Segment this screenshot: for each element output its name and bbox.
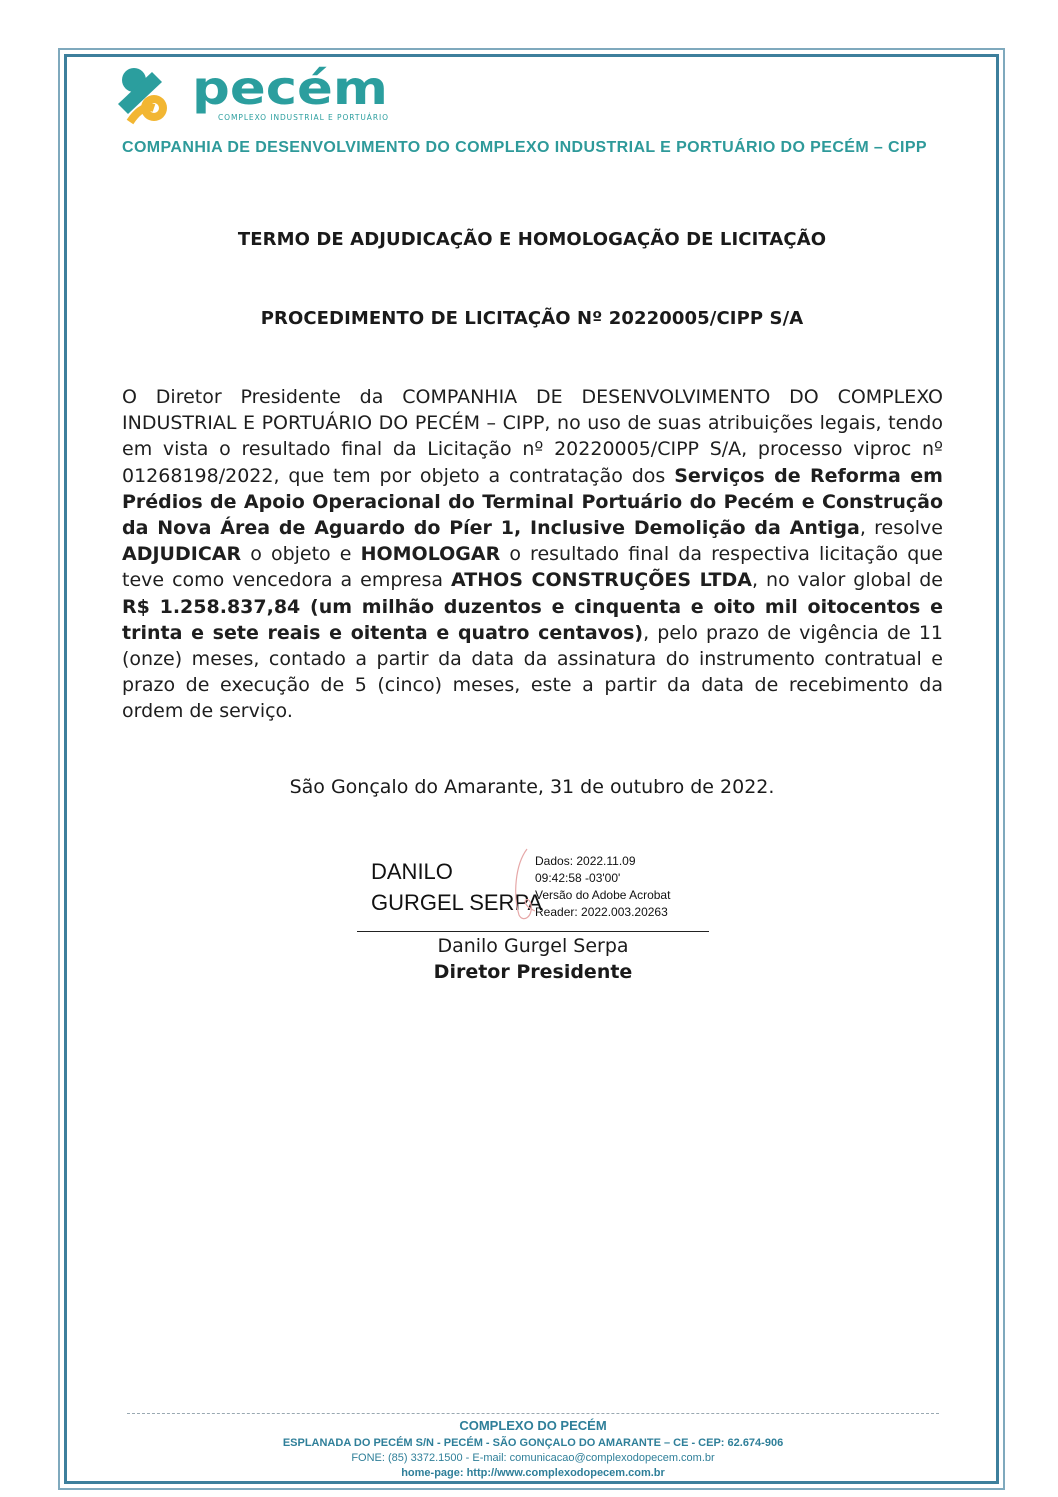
body-text-2: , resolve (859, 517, 943, 540)
logo-tagline: COMPLEXO INDUSTRIAL E PORTUÁRIO (218, 113, 388, 122)
footer-title: COMPLEXO DO PECÉM (459, 1418, 607, 1433)
body-value: R$ 1.258.837,84 (um milhão duzentos e cinquenta e oito mil oitocentos e trinta e sete reais e oitenta e quatro centavos) (122, 595, 943, 644)
digital-signature-metadata (535, 853, 670, 921)
pecem-logo (112, 64, 402, 128)
digital-signature-name-line1: DANILO (371, 859, 453, 884)
signature-line (357, 931, 709, 932)
signature-meta-version: Reader: 2022.003.20263 (535, 905, 668, 919)
procedure-number: PROCEDIMENTO DE LICITAÇÃO Nº 20220005/CIPP S/A (260, 308, 804, 329)
signature-meta-date: Dados: 2022.11.09 (535, 854, 636, 868)
signer-name: Danilo Gurgel Serpa (437, 935, 629, 957)
body-text-4: o resultado final da respectiva licitação que teve como vencedora a empresa (122, 543, 943, 592)
footer (127, 1417, 939, 1481)
body-text-6: , pelo prazo de vigência de 11 (onze) meses, contado a partir da data da assinatura do instrumento contratual e prazo de execução de 5 (cinco) meses, este a partir da data de recebimento da ordem de serviço. (122, 621, 943, 723)
body-adjudicar: ADJUDICAR (122, 543, 242, 566)
signer-role: Diretor Presidente (433, 961, 633, 983)
body-company: ATHOS CONSTRUÇÕES LTDA (451, 569, 752, 592)
logo-wordmark: pecém (192, 64, 388, 115)
body-text-3: o objeto e (241, 543, 361, 566)
footer-divider (127, 1413, 939, 1414)
footer-address: ESPLANADA DO PECÉM S/N - PECÉM - SÃO GONÇALO DO AMARANTE – CE - CEP: 62.674-906 (282, 1437, 784, 1449)
body-homologar: HOMOLOGAR (360, 543, 501, 566)
digital-signature-name-line2: GURGEL SERPA (371, 890, 543, 915)
footer-homepage: home-page: http://www.complexodopecem.com.br (401, 1467, 665, 1479)
document-body (122, 384, 943, 725)
signature-meta-app: Versão do Adobe Acrobat (535, 888, 671, 902)
page-border-inner (64, 54, 999, 1484)
place-date: São Gonçalo do Amarante, 31 de outubro de 2022. (289, 776, 775, 798)
body-object: Serviços de Reforma em Prédios de Apoio Operacional do Terminal Portuário do Pecém e Construção da Nova Área de Aguardo do Píer 1, Inclusive Demolição da Antiga (122, 464, 943, 540)
body-text-1: O Diretor Presidente da COMPANHIA DE DESENVOLVIMENTO DO COMPLEXO INDUSTRIAL E PORTUÁRIO DO PECÉM – CIPP, no uso de suas atribuições legais, tendo em vista o resultado final da Licitação nº 20220005/CIPP S/A, processo viproc nº 01268198/2022, que tem por objeto a contratação dos (122, 386, 943, 487)
document-title: TERMO DE ADJUDICAÇÃO E HOMOLOGAÇÃO DE LICITAÇÃO (237, 229, 827, 250)
body-text-5: , no valor global de (751, 569, 943, 592)
logo-mark-icon (118, 68, 167, 122)
company-header: COMPANHIA DE DESENVOLVIMENTO DO COMPLEXO INDUSTRIAL E PORTUÁRIO DO PECÉM – CIPP (122, 139, 928, 156)
signature-meta-time: 09:42:58 -03'00' (535, 871, 621, 885)
footer-contact: FONE: (85) 3372.1500 - E-mail: comunicacao@complexodopecem.com.br (351, 1452, 715, 1464)
